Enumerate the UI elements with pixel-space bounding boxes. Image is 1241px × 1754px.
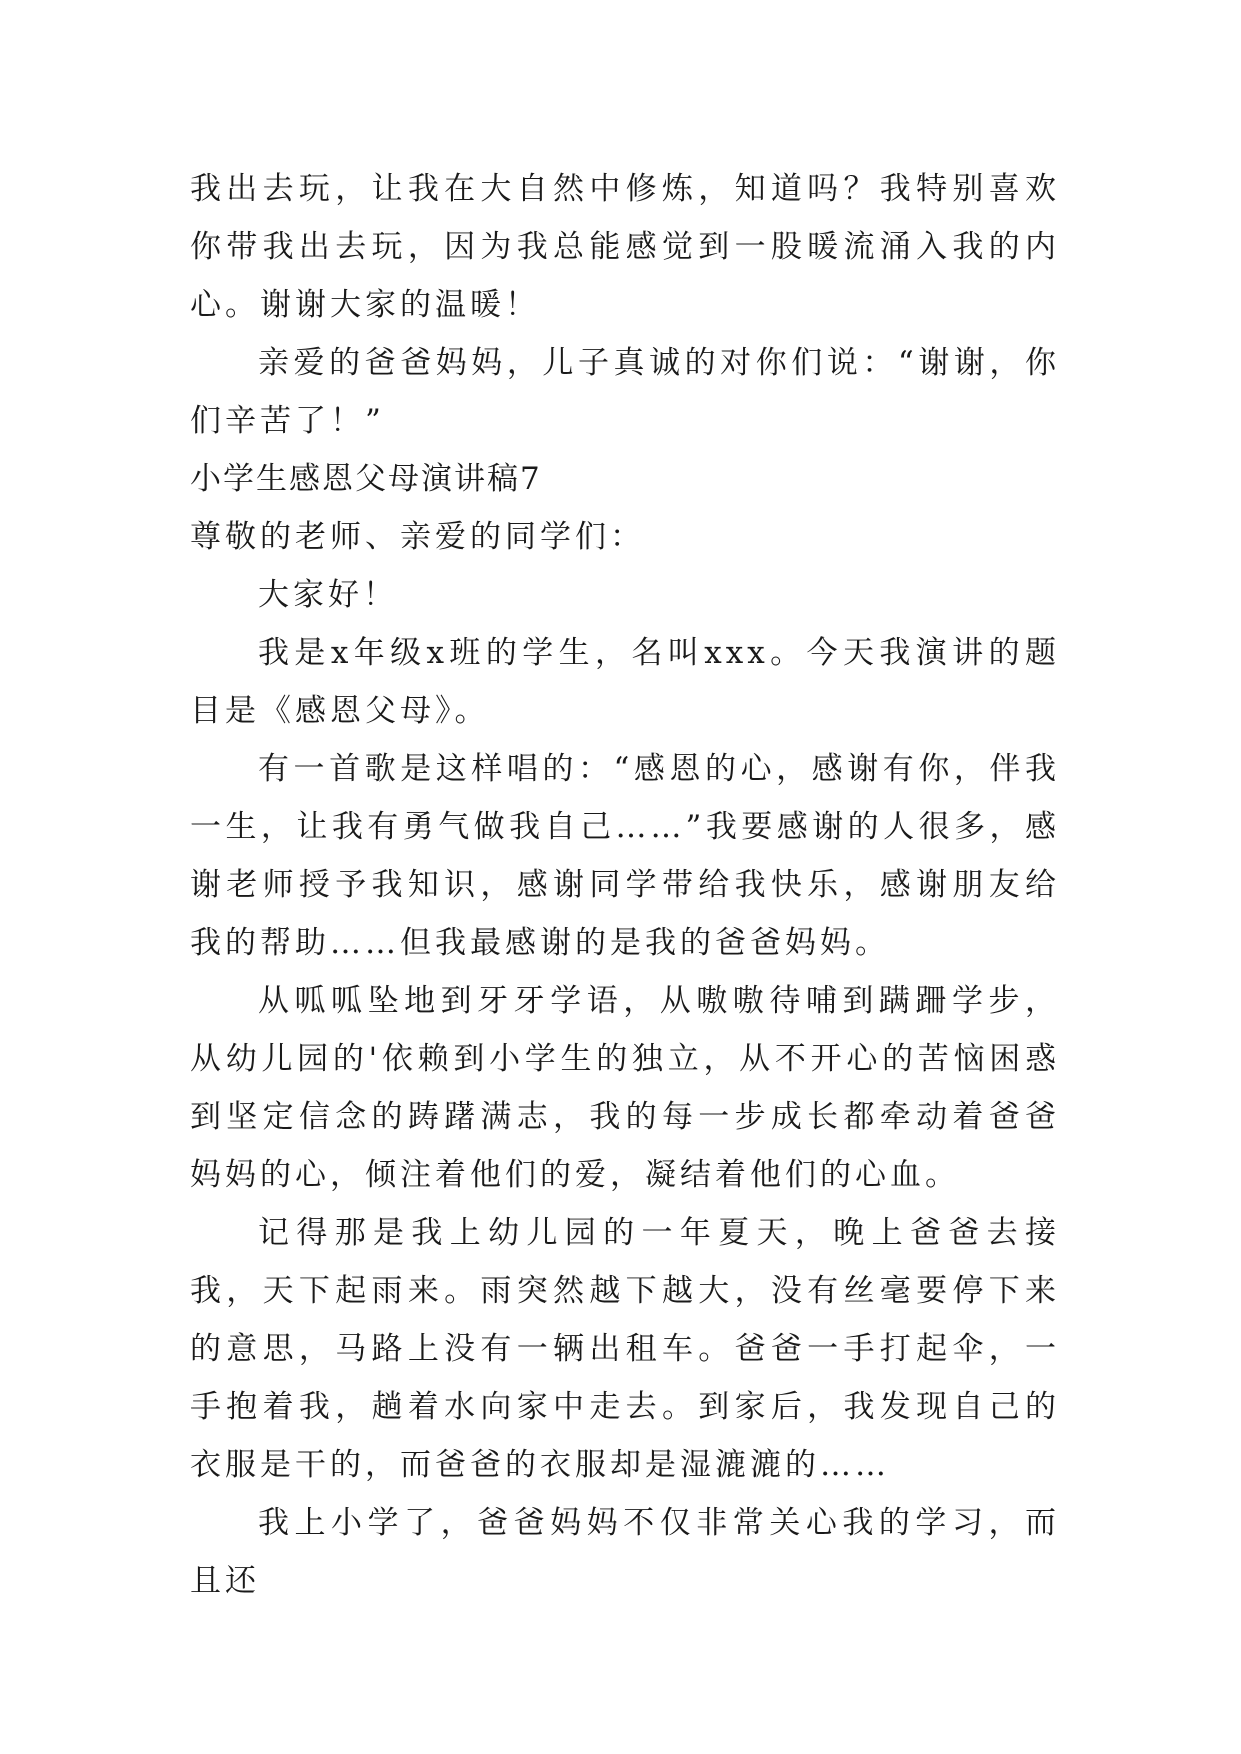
paragraph-rain-memory: 记得那是我上幼儿园的一年夏天，晚上爸爸去接我，天下起雨来。雨突然越下越大，没有丝毫要停下来的意思，马路上没有一辆出租车。爸爸一手打起伞，一手抱着我，趟着水向家中走去。到家后，我发现自己的衣服是干的，而爸爸的衣服却是湿漉漉的…… [190,1215,1060,1483]
section-title: 小学生感恩父母演讲稿7 [190,461,542,497]
document-body [190,160,1060,1610]
salutation: 尊敬的老师、亲爱的同学们： [190,519,645,555]
paragraph-growth: 从呱呱坠地到牙牙学语，从嗷嗷待哺到蹒跚学步，从幼儿园的'依赖到小学生的独立，从不开心的苦恼困惑到坚定信念的踌躇满志，我的每一步成长都牵动着爸爸妈妈的心，倾注着他们的爱，凝结着他们的心血。 [190,983,1060,1193]
paragraph-primary-school: 我上小学了，爸爸妈妈不仅非常关心我的学习，而且还 [190,1505,1060,1599]
greeting: 大家好！ [258,577,398,613]
paragraph-song: 有一首歌是这样唱的：“感恩的心，感谢有你，伴我一生，让我有勇气做我自己……”我要感谢的人很多，感谢老师授予我知识，感谢同学带给我快乐，感谢朋友给我的帮助……但我最感谢的是我的爸爸妈妈。 [190,751,1060,961]
paragraph-thanks-parents: 亲爱的爸爸妈妈，儿子真诚的对你们说：“谢谢，你们辛苦了！” [190,345,1060,439]
paragraph-introduction: 我是x年级x班的学生，名叫xxx。今天我演讲的题目是《感恩父母》。 [190,635,1060,729]
paragraph-continuation: 我出去玩，让我在大自然中修炼，知道吗？我特别喜欢你带我出去玩，因为我总能感觉到一股暖流涌入我的内心。谢谢大家的温暖！ [190,171,1060,323]
